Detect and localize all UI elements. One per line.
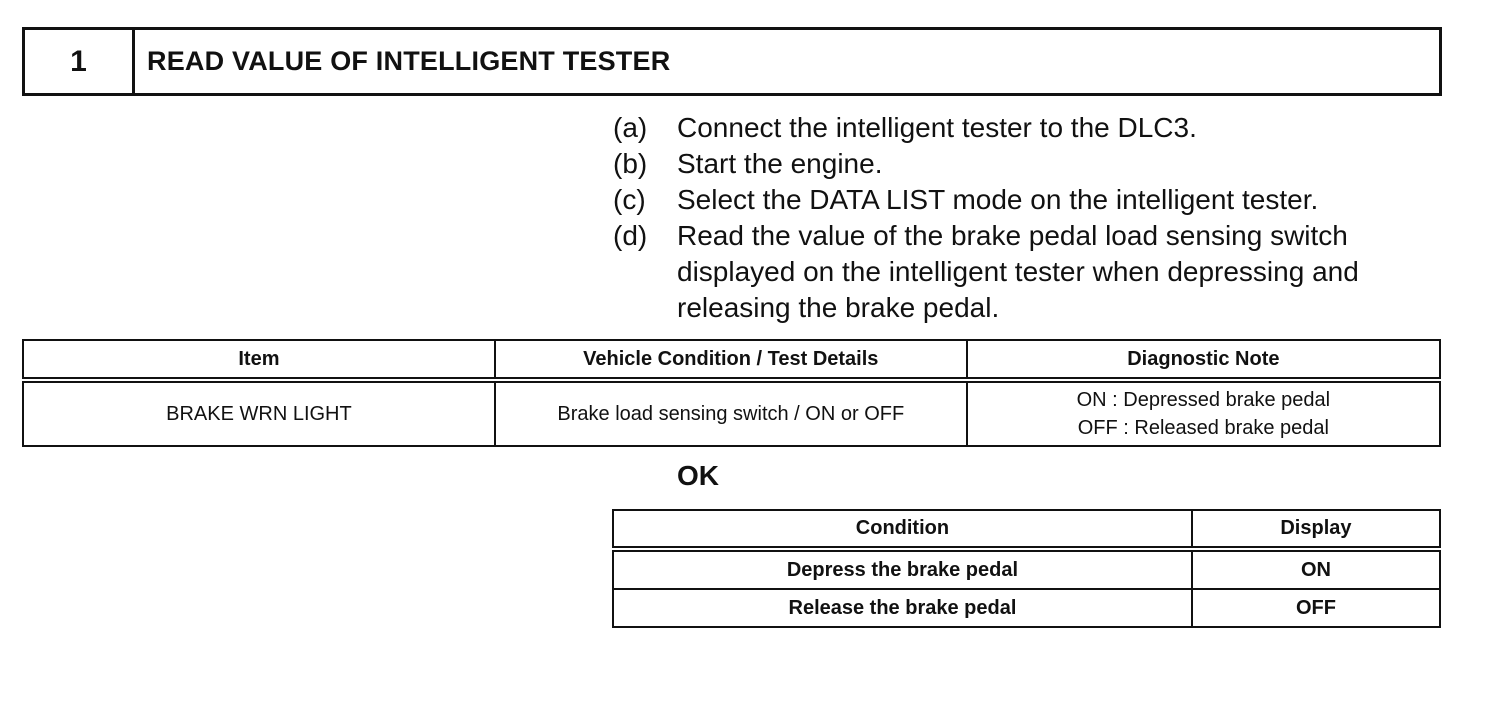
condition-table — [612, 509, 1441, 628]
table-row — [613, 549, 1440, 589]
column-header-item: Item — [23, 340, 495, 380]
column-header-display: Display — [1192, 510, 1440, 549]
item-table — [22, 339, 1441, 447]
instruction-text: Select the DATA LIST mode on the intelligent tester. — [677, 184, 1319, 215]
column-header-condition: Vehicle Condition / Test Details — [495, 340, 967, 380]
instruction-item — [613, 182, 1473, 218]
display-cell: OFF — [1192, 589, 1440, 627]
condition-cell: Depress the brake pedal — [613, 549, 1192, 589]
instruction-label: (d) — [613, 220, 648, 251]
condition-cell: Release the brake pedal — [613, 589, 1192, 627]
instruction-text: Connect the intelligent tester to the DLC3. — [677, 112, 1197, 143]
instruction-text: Start the engine. — [677, 148, 883, 179]
instruction-label: (b) — [613, 148, 648, 179]
instruction-text: Read the value of the brake pedal load sensing switch displayed on the intelligent tester when depressing and releasing the brake pedal. — [677, 220, 1359, 323]
instruction-list — [613, 110, 1473, 326]
table-row — [613, 589, 1440, 627]
instruction-item — [613, 218, 1473, 326]
instruction-item — [613, 110, 1473, 146]
column-header-condition: Condition — [613, 510, 1192, 549]
step-header — [22, 27, 1442, 96]
table-header-row — [23, 340, 1440, 380]
instruction-label: (a) — [613, 112, 648, 143]
ok-label: OK — [677, 460, 719, 491]
table-row — [23, 380, 1440, 446]
column-header-note: Diagnostic Note — [967, 340, 1440, 380]
note-line: OFF : Released brake pedal — [1077, 417, 1329, 439]
table-header-row — [613, 510, 1440, 549]
step-number: 1 — [25, 30, 135, 93]
note-cell — [967, 380, 1440, 446]
condition-cell: Brake load sensing switch / ON or OFF — [495, 380, 967, 446]
note-line: ON : Depressed brake pedal — [1076, 389, 1331, 411]
instruction-label: (c) — [613, 184, 646, 215]
instruction-item — [613, 146, 1473, 182]
item-cell: BRAKE WRN LIGHT — [23, 380, 495, 446]
display-cell: ON — [1192, 549, 1440, 589]
step-title: READ VALUE OF INTELLIGENT TESTER — [147, 46, 671, 76]
